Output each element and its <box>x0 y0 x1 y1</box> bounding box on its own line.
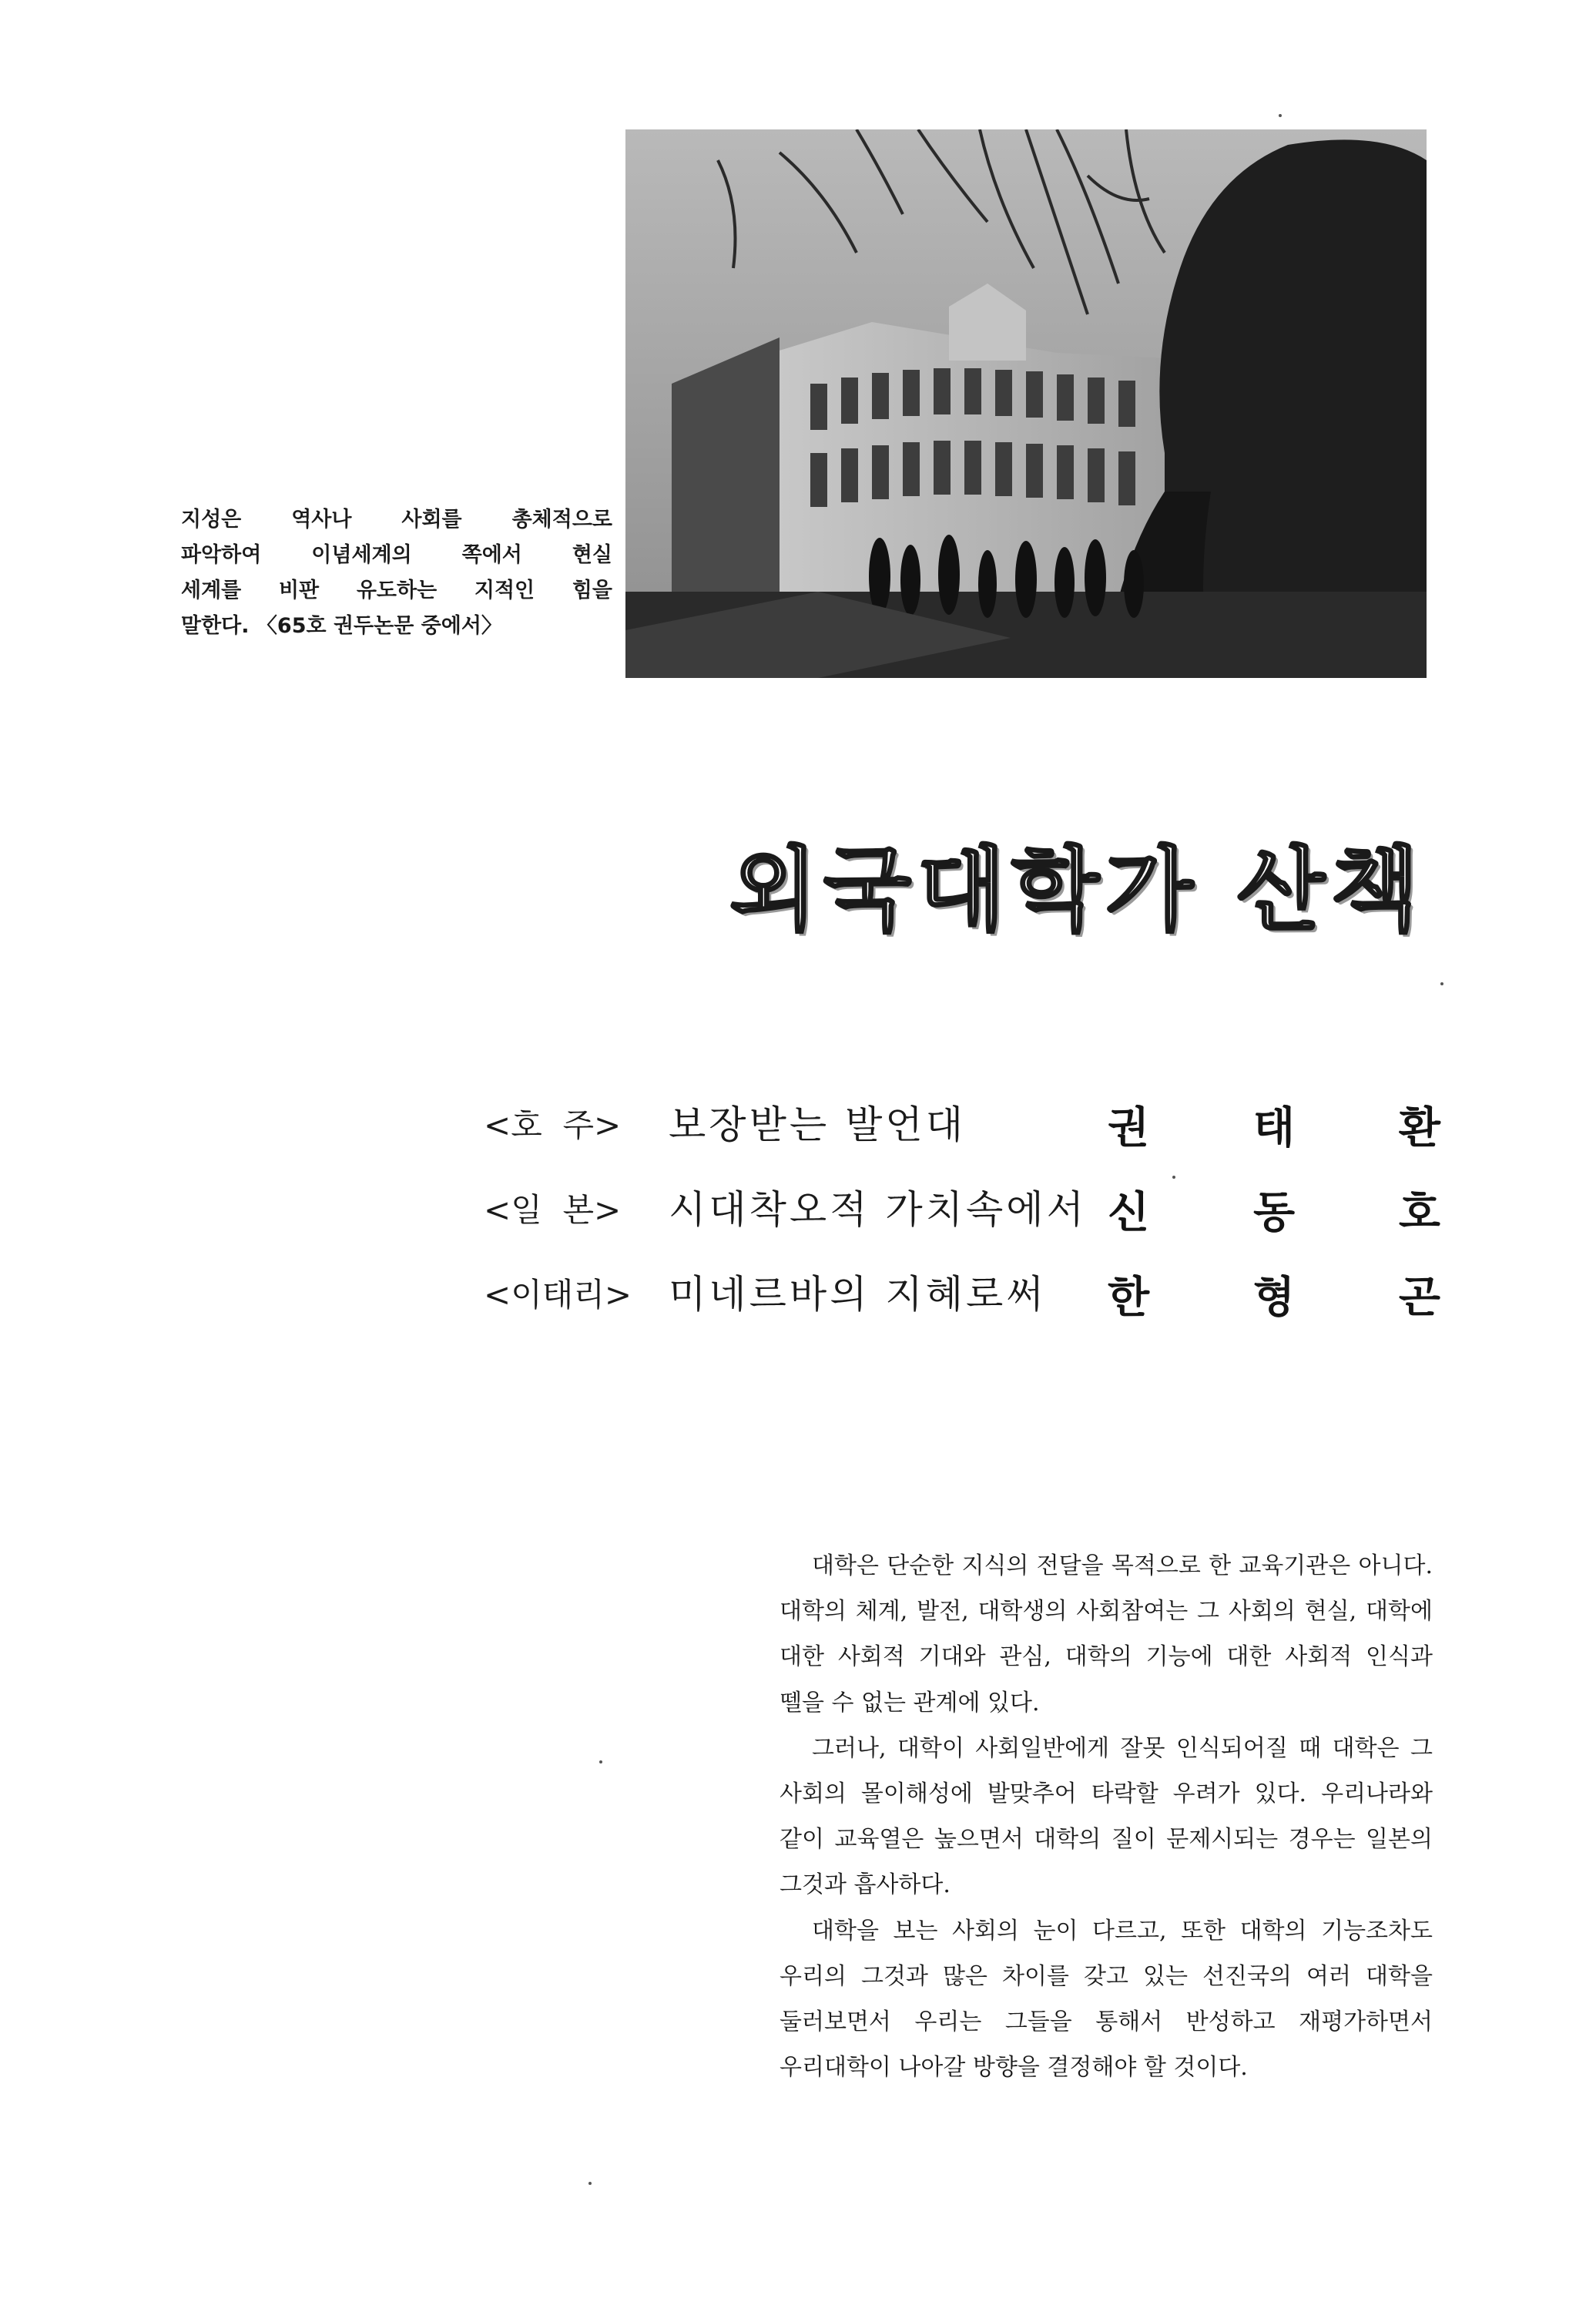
article-author <box>1108 1094 1440 1153</box>
scan-speck <box>1440 982 1443 985</box>
scan-speck <box>1172 1176 1175 1179</box>
page-title: 외국대학가 산책 <box>729 837 1425 943</box>
article-title: 시대착오적 가치속에서 <box>669 1187 1087 1232</box>
scan-speck <box>599 1760 602 1763</box>
author-char: 태 <box>1252 1103 1296 1153</box>
intro-text <box>780 1543 1433 2090</box>
author-char: 동 <box>1252 1188 1296 1238</box>
caption-line: 지성은 역사나 사회를 총체적으로 <box>181 508 612 532</box>
article-author <box>1108 1263 1440 1323</box>
caption-line: 말한다. 〈65호 권두논문 중에서〉 <box>181 614 502 638</box>
author-char: 한 <box>1108 1273 1150 1323</box>
article-list <box>484 1094 1439 1348</box>
author-char: 형 <box>1252 1273 1296 1323</box>
article-title: 보장받는 발언대 <box>669 1102 966 1147</box>
article-entry-italy <box>484 1263 1439 1348</box>
caption-line: 세계를 비판 유도하는 지적인 힘을 <box>181 579 612 602</box>
article-country: <호 주> <box>484 1106 622 1144</box>
intro-paragraph: 그러나, 대학이 사회일반에게 잘못 인식되어질 때 대학은 그 사회의 몰이해성에 발맞추어 타락할 우려가 있다. 우리나라와 같이 교육열은 높으면서 대학의 질이 문제시되는 경우는 일본의 그것과 흡사하다. <box>780 1734 1433 1899</box>
author-char: 환 <box>1398 1103 1440 1153</box>
author-char: 호 <box>1398 1188 1440 1238</box>
article-author <box>1108 1179 1440 1238</box>
caption-line: 파악하여 이념세계의 쪽에서 현실 <box>181 543 612 567</box>
author-char: 권 <box>1108 1103 1150 1153</box>
article-country: <일 본> <box>484 1191 622 1229</box>
author-char: 신 <box>1108 1188 1150 1238</box>
intro-paragraph: 대학은 단순한 지식의 전달을 목적으로 한 교육기관은 아니다. 대학의 체계, 발전, 대학생의 사회참여는 그 사회의 현실, 대학에 대한 사회적 기대와 관심, 대학의 기능에 대한 사회적 인식과 뗄을 수 없는 관계에 있다. <box>780 1552 1433 1716</box>
author-char: 곤 <box>1398 1273 1440 1323</box>
article-entry-japan <box>484 1179 1439 1263</box>
intro-paragraph: 대학을 보는 사회의 눈이 다르고, 또한 대학의 기능조차도 우리의 그것과 많은 차이를 갖고 있는 선진국의 여러 대학을 둘러보면서 우리는 그들을 통해서 반성하고 재평가하면서 우리대학이 나아갈 방향을 결정해야 할 것이다. <box>780 1917 1433 2082</box>
article-country: <이태리> <box>484 1276 632 1314</box>
scan-speck <box>1279 114 1282 117</box>
article-entry-australia <box>484 1094 1439 1179</box>
article-title: 미네르바의 지혜로써 <box>669 1272 1047 1317</box>
scan-speck <box>588 2182 592 2185</box>
campus-photo <box>625 129 1427 678</box>
photo-caption <box>181 502 612 644</box>
